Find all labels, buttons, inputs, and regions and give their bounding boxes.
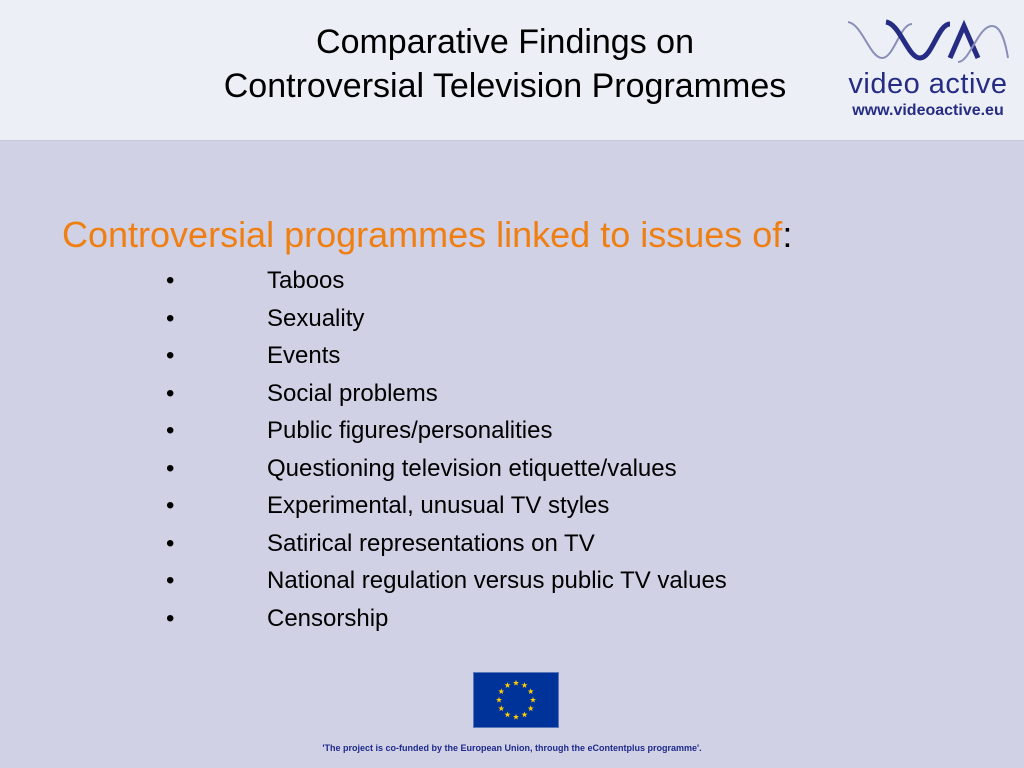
- list-item: [0, 375, 1024, 413]
- list-item: [0, 525, 1024, 563]
- logo-name: video active: [848, 68, 1008, 100]
- list-item-label: Satirical representations on TV: [267, 529, 595, 557]
- logo-url: www.videoactive.eu: [852, 102, 1004, 119]
- bullet-icon: •: [166, 604, 175, 632]
- bullet-icon: •: [166, 304, 175, 332]
- wave-logo-icon: [846, 18, 1010, 70]
- bullet-icon: •: [166, 267, 175, 294]
- list-item: [0, 450, 1024, 488]
- list-item: [0, 487, 1024, 525]
- list-item: [0, 412, 1024, 450]
- list-item-label: Events: [267, 342, 341, 369]
- star-icon: [498, 688, 504, 694]
- star-icon: [521, 712, 527, 718]
- star-icon: [521, 682, 527, 688]
- bullet-icon: •: [166, 529, 175, 557]
- list-item-label: Experimental, unusual TV styles: [267, 492, 610, 519]
- slide-title: [140, 20, 870, 108]
- video-active-logo: [838, 18, 1018, 123]
- bullet-icon: •: [166, 379, 175, 407]
- star-icon: [504, 682, 510, 688]
- list-item-label: Public figures/personalities: [267, 417, 553, 444]
- star-icon: [528, 688, 534, 694]
- list-item-label: National regulation versus public TV values: [267, 567, 727, 594]
- eu-stars: [474, 673, 558, 727]
- list-item-label: Censorship: [267, 604, 389, 632]
- list-item-label: Taboos: [267, 267, 345, 294]
- heading-colon: :: [782, 214, 793, 255]
- slide-header: [0, 0, 1024, 141]
- bullet-icon: •: [166, 417, 175, 444]
- eu-flag-icon: [473, 672, 559, 728]
- list-item-label: Questioning television etiquette/values: [267, 454, 677, 482]
- funding-note: 'The project is co-funded by the European Union, through the eContentplus programme'.: [322, 743, 702, 753]
- list-item: [0, 300, 1024, 338]
- list-item: [0, 600, 1024, 638]
- title-line-2: Controversial Television Programmes: [223, 67, 787, 105]
- list-item-label: Sexuality: [267, 304, 365, 332]
- star-icon: [498, 705, 504, 711]
- bullet-icon: •: [166, 454, 175, 482]
- section-heading: [62, 214, 792, 256]
- star-icon: [513, 714, 519, 720]
- bullet-icon: •: [166, 342, 175, 369]
- star-icon: [528, 705, 534, 711]
- title-line-1: Comparative Findings on: [316, 23, 694, 61]
- star-icon: [504, 712, 510, 718]
- list-item: [0, 262, 1024, 300]
- bullet-icon: •: [166, 492, 175, 519]
- issues-list: [0, 262, 1024, 637]
- star-icon: [513, 680, 519, 686]
- list-item: [0, 562, 1024, 600]
- list-item-label: Social problems: [267, 379, 438, 407]
- list-item: [0, 337, 1024, 375]
- bullet-icon: •: [166, 567, 175, 594]
- star-icon: [496, 697, 502, 703]
- star-icon: [530, 697, 536, 703]
- heading-text: Controversial programmes linked to issues of: [62, 214, 783, 255]
